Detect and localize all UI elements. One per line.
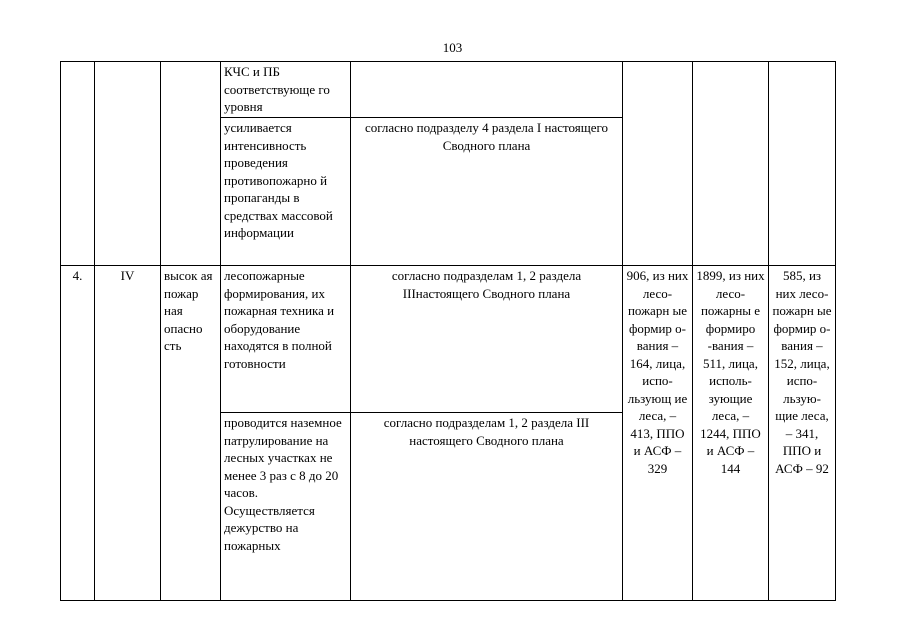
cell-reference: согласно подразделам 1, 2 раздела IIIнастоящего Сводного плана bbox=[351, 266, 623, 413]
cell-reference bbox=[351, 62, 623, 118]
fire-danger-table bbox=[60, 61, 836, 601]
cell-count-empty bbox=[693, 62, 769, 266]
page-number: 103 bbox=[442, 40, 463, 55]
cell-measure: усиливается интенсивность проведения противопожарно й пропаганды в средствах массовой информации bbox=[221, 118, 351, 266]
cell-danger-level: высок ая пожар ная опасно сть bbox=[161, 266, 221, 601]
cell-reference: согласно подразделу 4 раздела I настоящего Сводного плана bbox=[351, 118, 623, 266]
cell-count-b: 1899, из них лесо- пожарны е формиро -вания – 511, лица, исполь- зующие леса, – 1244, ППО и АСФ – 144 bbox=[693, 266, 769, 601]
cell-measure: лесопожарные формирования, их пожарная техника и оборудование находятся в полной готовности bbox=[221, 266, 351, 413]
cell-danger-class: IV bbox=[95, 266, 161, 601]
cell-level-empty bbox=[161, 62, 221, 266]
cell-count-a: 906, из них лесо- пожарн ые формир о-вания – 164, лица, испо- льзующ ие леса, – 413, ППО и АСФ – 329 bbox=[623, 266, 693, 601]
cell-num-empty bbox=[61, 62, 95, 266]
cell-count-empty bbox=[623, 62, 693, 266]
cell-count-c: 585, из них лесо- пожарн ые формир о-вания – 152, лица, испо- льзую- щие леса, – 341, ППО и АСФ – 92 bbox=[769, 266, 836, 601]
cell-measure: проводится наземное патрулирование на лесных участках не менее 3 раз с 8 до 20 часов. Осуществляется дежурство на пожарных bbox=[221, 413, 351, 601]
cell-class-empty bbox=[95, 62, 161, 266]
cell-count-empty bbox=[769, 62, 836, 266]
table-row bbox=[61, 266, 836, 413]
cell-measure: КЧС и ПБ соответствующе го уровня bbox=[221, 62, 351, 118]
table-row bbox=[61, 62, 836, 118]
cell-reference: согласно подразделам 1, 2 раздела III настоящего Сводного плана bbox=[351, 413, 623, 601]
cell-row-number: 4. bbox=[61, 266, 95, 601]
